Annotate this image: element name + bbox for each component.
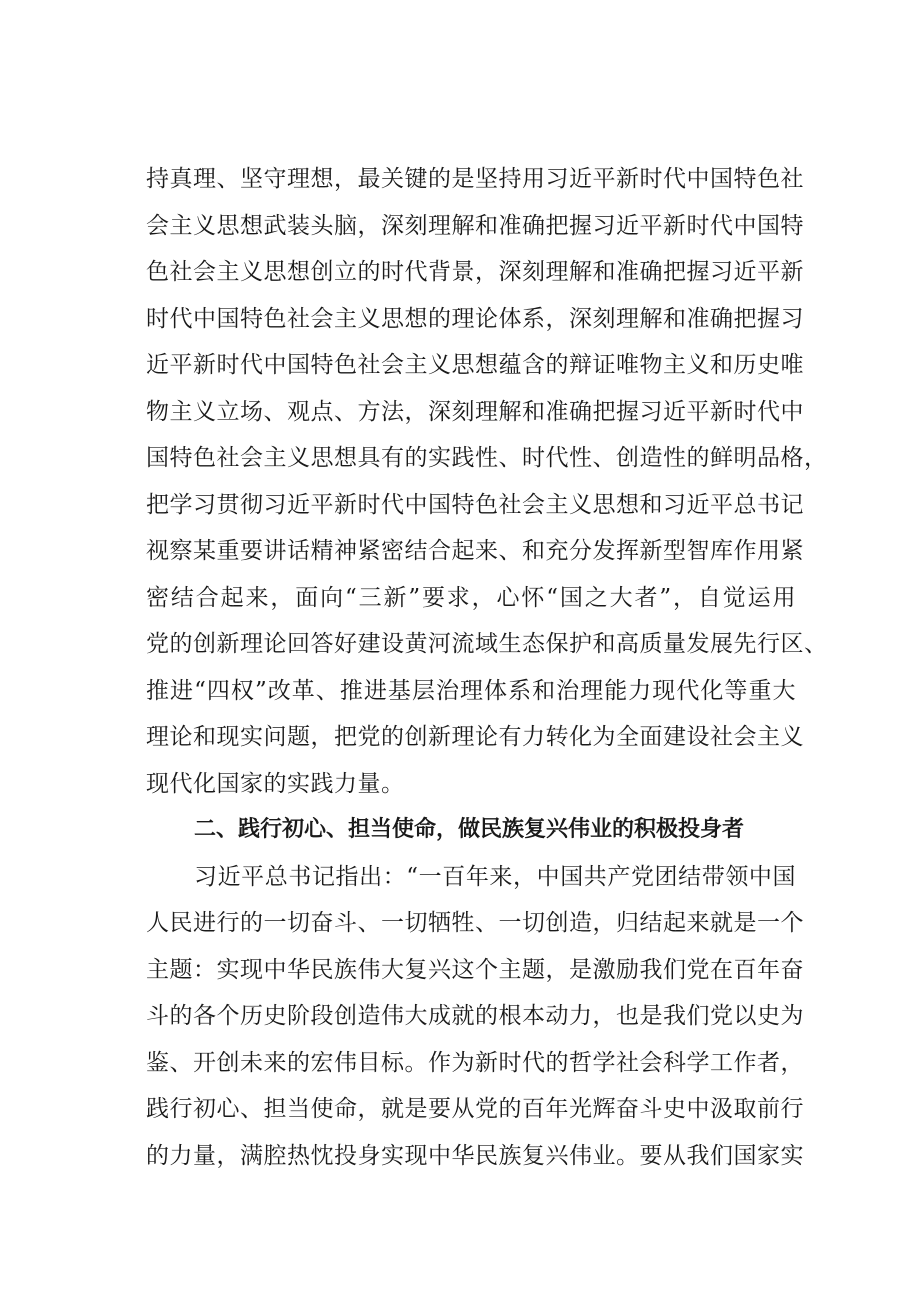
paragraph-line: 理论和现实问题，把党的创新理论有力转化为全面建设社会主义 (146, 724, 804, 750)
paragraph-line: 近平新时代中国特色社会主义思想蕴含的辩证唯物主义和历史唯 (146, 352, 804, 378)
paragraph-line: 物主义立场、观点、方法，深刻理解和准确把握习近平新时代中 (146, 398, 804, 425)
paragraph-line: 推进“四权”改革、推进基层治理体系和治理能力现代化等重大 (146, 677, 796, 704)
paragraph-line: 党的创新理论回答好建设黄河流域生态保护和高质量发展先行区、 (146, 631, 828, 657)
section-heading: 二、践行初心、担当使命，做民族复兴伟业的积极投身者 (194, 817, 745, 842)
paragraph-line: 主题：实现中华民族伟大复兴这个主题，是激励我们党在百年奋 (146, 956, 804, 983)
paragraph-line: 鉴、开创未来的宏伟目标。作为新时代的哲学社会科学工作者， (146, 1049, 804, 1076)
paragraph-line: 时代中国特色社会主义思想的理论体系，深刻理解和准确把握习 (146, 305, 804, 332)
paragraph-line: 会主义思想武装头脑，深刻理解和准确把握习近平新时代中国特 (146, 212, 804, 239)
paragraph-line: 的力量，满腔热忱投身实现中华民族复兴伟业。要从我们国家实 (146, 1142, 804, 1169)
document-body (146, 156, 828, 1179)
paragraph-line: 色社会主义思想创立的时代背景，深刻理解和准确把握习近平新 (146, 259, 804, 285)
paragraph-line: 密结合起来，面向“三新”要求，心怀“国之大者”，自觉运用 (146, 584, 796, 611)
paragraph-line: 人民进行的一切奋斗、一切牺牲、一切创造，归结起来就是一个 (146, 910, 804, 936)
paragraph-line: 习近平总书记指出：“一百年来，中国共产党团结带领中国 (194, 863, 796, 890)
paragraph-line: 践行初心、担当使命，就是要从党的百年光辉奋斗史中汲取前行 (146, 1096, 804, 1122)
paragraph-line: 视察某重要讲话精神紧密结合起来、和充分发挥新型智库作用紧 (146, 538, 804, 564)
paragraph-line: 把学习贯彻习近平新时代中国特色社会主义思想和习近平总书记 (146, 491, 804, 518)
paragraph-line: 现代化国家的实践力量。 (146, 770, 405, 797)
paragraph-line: 斗的各个历史阶段创造伟大成就的根本动力，也是我们党以史为 (146, 1003, 804, 1029)
paragraph-line: 持真理、坚守理想，最关键的是坚持用习近平新时代中国特色社 (146, 166, 804, 192)
paragraph-line: 国特色社会主义思想具有的实践性、时代性、创造性的鲜明品格， (146, 445, 828, 471)
